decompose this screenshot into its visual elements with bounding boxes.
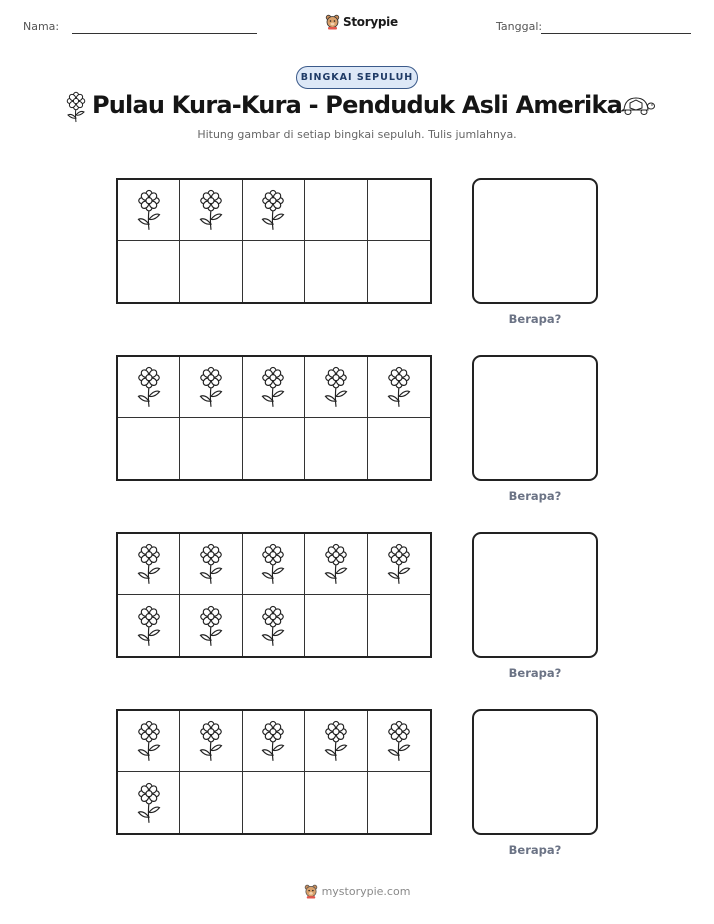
flower-icon bbox=[135, 189, 163, 231]
ten-frame-cell bbox=[243, 711, 305, 772]
flower-icon bbox=[259, 720, 287, 762]
ten-frame-cell bbox=[118, 357, 180, 418]
ten-frame-cell bbox=[118, 711, 180, 772]
flower-icon bbox=[322, 366, 350, 408]
flower-icon bbox=[135, 782, 163, 824]
ten-frame-cell bbox=[305, 534, 367, 595]
brand bbox=[325, 14, 398, 30]
ten-frame-cell bbox=[243, 772, 305, 833]
ten-frame-cell bbox=[180, 418, 242, 479]
flower-icon bbox=[135, 366, 163, 408]
ten-frame-cell bbox=[243, 357, 305, 418]
flower-icon bbox=[385, 543, 413, 585]
ten-frame bbox=[116, 355, 432, 481]
ten-frame-cell bbox=[118, 595, 180, 656]
flower-icon bbox=[197, 189, 225, 231]
answer-label: Berapa? bbox=[508, 843, 562, 857]
footer bbox=[0, 884, 714, 899]
ten-frame-exercise-1 bbox=[0, 178, 714, 338]
flower-icon bbox=[135, 543, 163, 585]
ten-frame-cell bbox=[118, 241, 180, 302]
answer-box[interactable] bbox=[472, 355, 598, 481]
ten-frame-cell bbox=[180, 180, 242, 241]
ten-frame-cell bbox=[305, 772, 367, 833]
name-field[interactable] bbox=[72, 33, 257, 34]
ten-frame-cell bbox=[305, 418, 367, 479]
answer-box[interactable] bbox=[472, 532, 598, 658]
ten-frame-cell bbox=[180, 711, 242, 772]
answer-box[interactable] bbox=[472, 178, 598, 304]
ten-frame-cell bbox=[118, 418, 180, 479]
instructions: Hitung gambar di setiap bingkai sepuluh. Tulis jumlahnya. bbox=[197, 128, 517, 141]
flower-icon bbox=[322, 720, 350, 762]
footer-url: mystorypie.com bbox=[321, 885, 411, 898]
ten-frame-cell bbox=[368, 180, 430, 241]
bear-mascot-icon bbox=[304, 884, 318, 899]
ten-frame-cell bbox=[305, 711, 367, 772]
ten-frame-exercise-3 bbox=[0, 532, 714, 692]
flower-icon bbox=[259, 189, 287, 231]
ten-frame-cell bbox=[368, 418, 430, 479]
header bbox=[0, 14, 714, 40]
flower-icon bbox=[259, 366, 287, 408]
ten-frame-cell bbox=[368, 241, 430, 302]
flower-icon bbox=[135, 605, 163, 647]
flower-icon bbox=[197, 366, 225, 408]
flower-icon bbox=[197, 720, 225, 762]
brand-name: Storypie bbox=[343, 15, 398, 29]
ten-frame bbox=[116, 178, 432, 304]
ten-frame-cell bbox=[118, 534, 180, 595]
worksheet-type-badge: BINGKAI SEPULUH bbox=[296, 66, 418, 89]
ten-frame-cell bbox=[305, 595, 367, 656]
bear-mascot-icon bbox=[325, 14, 340, 30]
ten-frame-cell bbox=[180, 772, 242, 833]
ten-frame-cell bbox=[180, 595, 242, 656]
ten-frame bbox=[116, 709, 432, 835]
ten-frame-exercise-2 bbox=[0, 355, 714, 515]
date-field[interactable] bbox=[541, 33, 691, 34]
ten-frame-cell bbox=[368, 772, 430, 833]
answer-label: Berapa? bbox=[508, 489, 562, 503]
flower-icon bbox=[197, 605, 225, 647]
ten-frame-cell bbox=[368, 711, 430, 772]
date-label: Tanggal: bbox=[496, 20, 543, 33]
ten-frame-cell bbox=[305, 357, 367, 418]
ten-frame-cell bbox=[180, 357, 242, 418]
name-label: Nama: bbox=[23, 20, 60, 33]
ten-frame-cell bbox=[305, 241, 367, 302]
ten-frame-cell bbox=[118, 772, 180, 833]
flower-icon bbox=[385, 366, 413, 408]
ten-frame-cell bbox=[368, 534, 430, 595]
ten-frame-cell bbox=[180, 241, 242, 302]
ten-frame-cell bbox=[243, 595, 305, 656]
ten-frame-cell bbox=[243, 241, 305, 302]
flower-icon bbox=[135, 720, 163, 762]
ten-frame-cell bbox=[118, 180, 180, 241]
answer-box[interactable] bbox=[472, 709, 598, 835]
flower-icon bbox=[385, 720, 413, 762]
ten-frame-exercise-4 bbox=[0, 709, 714, 869]
ten-frame-cell bbox=[180, 534, 242, 595]
page-title: Pulau Kura-Kura - Penduduk Asli Amerika bbox=[91, 91, 623, 119]
flower-icon bbox=[322, 543, 350, 585]
flower-icon bbox=[197, 543, 225, 585]
ten-frame-cell bbox=[243, 180, 305, 241]
ten-frame-cell bbox=[243, 418, 305, 479]
ten-frame-cell bbox=[305, 180, 367, 241]
flower-icon bbox=[259, 543, 287, 585]
ten-frame-cell bbox=[243, 534, 305, 595]
ten-frame bbox=[116, 532, 432, 658]
flower-icon bbox=[259, 605, 287, 647]
ten-frame-cell bbox=[368, 595, 430, 656]
answer-label: Berapa? bbox=[508, 312, 562, 326]
answer-label: Berapa? bbox=[508, 666, 562, 680]
ten-frame-cell bbox=[368, 357, 430, 418]
